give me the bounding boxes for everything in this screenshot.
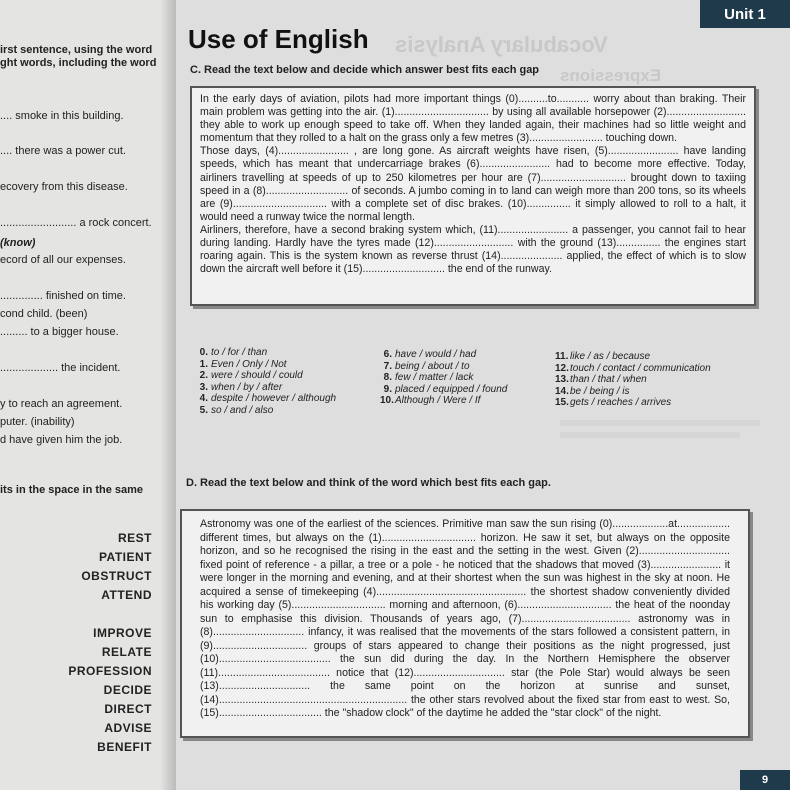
option-item: 9. placed / equipped / found	[383, 383, 508, 395]
option-item: 0. to / for / than	[199, 347, 268, 358]
section-c-heading: C. Read the text below and decide which answer best fits each gap	[190, 64, 540, 76]
left-keyword: (know)	[0, 237, 36, 249]
word-form-prompt: ADVISE	[104, 721, 152, 735]
left-line: puter. (inability)	[0, 416, 75, 428]
option-item: 1. Even / Only / Not	[199, 358, 287, 370]
word-form-prompt: PATIENT	[98, 550, 152, 564]
section-c-paragraph: Those days, (4)........................ , are long gone. As aircraft weights have risen, (5)........................ have landing speeds, which has meant that undercarriage brakes (6)........................ had to become more effective. Today, airliners travelling at speeds of up to 250 kilometres per hour are (7)............................. brought down to taxiing speed in a (8)............................ of seconds. A jumbo coming in to land can weigh more than 200 tons, so its wheels are (9)................................ with a complete set of disc brakes. (10)............... it simply allowed to roll to a halt, it would need a runway twice the normal length.	[200, 145, 746, 223]
left-line: ......................... a rock concert.	[0, 217, 152, 229]
word-form-prompt: IMPROVE	[93, 626, 152, 640]
option-item: 6. have / would / had	[383, 349, 477, 360]
left-line: y to reach an agreement.	[0, 398, 123, 410]
word-form-prompt: ATTEND	[101, 588, 152, 602]
left-line: .... there was a power cut.	[0, 145, 126, 157]
left-line: ecord of all our expenses.	[0, 254, 126, 266]
page-title: Use of English	[188, 24, 369, 54]
left-instruction-a: irst sentence, using the word	[0, 44, 153, 56]
word-form-prompt: REST	[117, 531, 152, 545]
options-column-3	[555, 351, 711, 409]
option-item: 11. like / as / because	[555, 351, 651, 362]
option-item: 2. were / should / could	[199, 370, 303, 381]
show-through-text: Vocabulary Analysis	[395, 32, 608, 57]
option-item: 14.be / being / is	[555, 385, 630, 397]
word-form-prompt: DIRECT	[104, 702, 152, 716]
word-form-prompt: RELATE	[101, 645, 152, 659]
left-line: ......... to a bigger house.	[0, 326, 119, 338]
show-through-mark	[560, 432, 740, 438]
left-line: .............. finished on time.	[0, 290, 126, 302]
word-form-prompt: BENEFIT	[97, 740, 152, 754]
left-instruction-c: its in the space in the same	[0, 484, 144, 496]
section-d-text-box	[180, 509, 750, 738]
option-item: 5. so / and / also	[199, 404, 274, 416]
left-line: ................... the incident.	[0, 362, 121, 374]
option-item: 8. few / matter / lack	[383, 372, 474, 383]
section-c-paragraph: In the early days of aviation, pilots had more important things (0)..........to........... worry about than braking. Their main problem was getting into the air. (1)................................ by using all available horsepower (2)........................... they able to work up enough speed to take off. When they landed again, their machines had so little weight and momentum that they rolled to a halt on the grass only a few metres (3)......................... touching down.	[200, 93, 746, 145]
word-form-prompt: PROFESSION	[68, 664, 152, 678]
option-item: 12.touch / contact / communication	[555, 362, 711, 374]
option-item: 4. despite / however / although	[199, 393, 337, 404]
left-line: ecovery from this disease.	[0, 181, 128, 193]
options-column-2	[380, 349, 507, 407]
section-d-paragraph: Astronomy was one of the earliest of the sciences. Primitive man saw the sun rising (0)...................at.................. different times, but always on the (1)................................ horizon. He saw it set, but always on the opposite horizon, and so he recognised the rising in the east and the setting in the west. Given (2)............................... fixed point of reference - a pillar, a tree or a pole - he noticed that the shadows that moved (3)........................ it were longer in the morning and evening, and at their shortest when the sun was highest in the sky at noon. He acquired a sense of timekeeping (4)................................................... the shortest shadow conveniently divided his working day (5)................................ morning and afternoon, (6)................................ the heat of the noonday sun to emphasise this division. Thousands of years ago, (7)..................................... astronomy was in (8)............................... infancy, it was realised that the movements of the stars followed a consistent pattern, in (9)................................ groups of stars appeared to change their positions as the night progressed, just (10)...................................... the sun did during the day. In the Northern Hemisphere the observer (11)...................................... notice that (12)............................... star (the Pole Star) would always be seen (13)............................... the same point on the horizon at sunrise and sunset, (14)................................................................ the other stars revolved about the fixed star from east to west. So, (15)................................... the "shadow clock" of the daytime he added the "star clock" of the night.	[200, 518, 730, 719]
option-item: 3. when / by / after	[199, 381, 283, 393]
page-number: 9	[740, 770, 790, 790]
left-instruction-b: ght words, including the word	[0, 57, 157, 69]
options-column-1	[196, 347, 336, 416]
option-item: 13.than / that / when	[555, 374, 647, 385]
option-item: 7. being / about / to	[383, 360, 470, 372]
left-line: d have given him the job.	[0, 434, 123, 446]
section-c-paragraph: Airliners, therefore, have a second braking system which, (11)........................ a passenger, you cannot fail to hear during landing. Hardly have the tyres made (12)........................... with the ground (13)............... the engines start roaring again. This is the system known as reverse thrust (14)..................... applied, the effect of which is to slow down the aircraft well before it (15)............................ the end of the runway.	[200, 223, 746, 276]
unit-tab: Unit 1	[700, 0, 790, 28]
section-c-text-box	[190, 86, 756, 306]
left-line: .... smoke in this building.	[0, 110, 124, 122]
option-item: 15.gets / reaches / arrives	[555, 397, 672, 408]
option-item: 10.Although / Were / If	[380, 395, 481, 406]
show-through-text: Expressions	[560, 66, 662, 85]
word-form-prompt: DECIDE	[103, 683, 152, 697]
left-line: cond child. (been)	[0, 308, 88, 320]
show-through-mark	[560, 420, 760, 426]
word-form-prompt: OBSTRUCT	[81, 569, 152, 583]
section-d-heading: D. Read the text below and think of the word which best fits each gap.	[186, 477, 551, 489]
